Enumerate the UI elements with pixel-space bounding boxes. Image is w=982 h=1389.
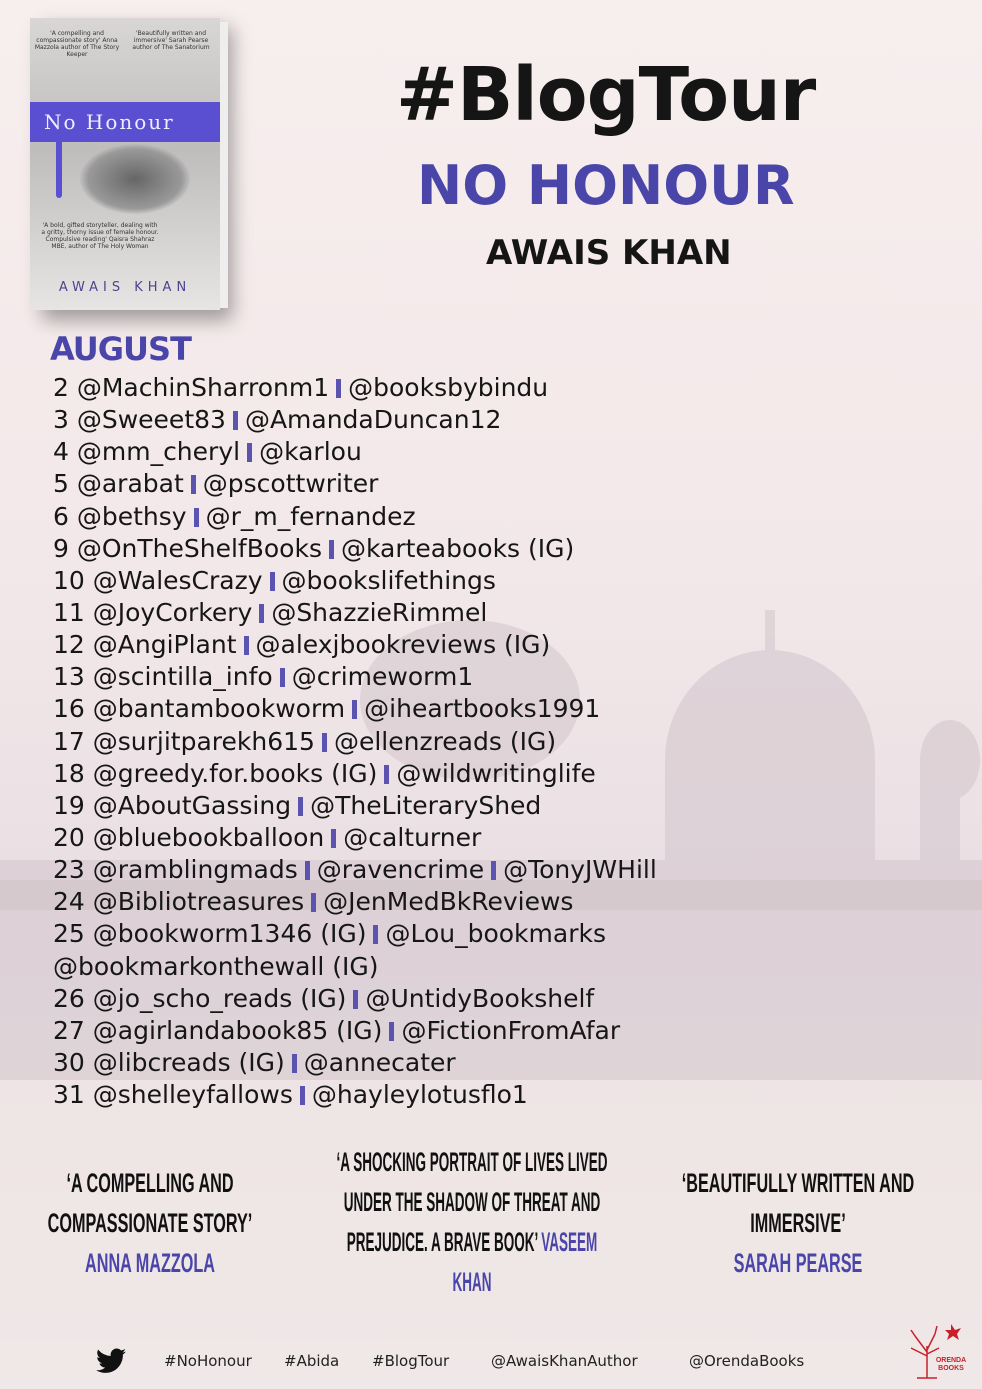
- blogger-handle: @scintilla_info: [92, 662, 273, 692]
- month-heading: AUGUST: [50, 330, 191, 368]
- day-number: 27: [53, 1015, 85, 1045]
- schedule-row: [53, 501, 657, 533]
- schedule-row: [53, 565, 657, 597]
- footer-tag[interactable]: #NoHonour: [164, 1352, 252, 1370]
- schedule-list: [53, 372, 657, 1111]
- day-number: 9: [53, 533, 69, 563]
- schedule-row: [53, 983, 657, 1015]
- day-number: 18: [53, 758, 85, 788]
- cover-quote-left: 'A compelling and compassionate story' Anna Mazzola author of The Story Keeper: [34, 30, 120, 58]
- blogger-handle: @ramblingmads: [92, 855, 298, 885]
- quote-anna-mazzola: [24, 1163, 276, 1283]
- paint-drip: [56, 138, 62, 198]
- schedule-row: [53, 468, 657, 500]
- separator-bar: [311, 893, 316, 912]
- quote-text: ‘A COMPELLING AND COMPASSIONATE STORY’: [47, 1168, 253, 1238]
- day-number: 26: [53, 983, 85, 1013]
- footer-tag[interactable]: #BlogTour: [372, 1352, 450, 1370]
- blogger-handle: @arabat: [76, 469, 184, 499]
- quote-text: ‘A SHOCKING PORTRAIT OF LIVES LIVED UNDER THE SHADOW OF THREAT AND PREJUDICE. A BRAVE BOOK’: [336, 1147, 608, 1257]
- blogger-handle: @surjitparekh615: [92, 726, 315, 756]
- separator-bar: [331, 829, 336, 848]
- schedule-row: [53, 1079, 657, 1111]
- blogger-handle: @JoyCorkery: [92, 597, 253, 627]
- separator-bar: [292, 1054, 297, 1073]
- blogger-handle: @r_m_fernandez: [205, 501, 416, 531]
- blogger-handle: @ravencrime: [316, 855, 485, 885]
- separator-bar: [300, 1086, 305, 1105]
- schedule-row: [53, 436, 657, 468]
- separator-bar: [298, 797, 303, 816]
- quote-author: VASEEM KHAN: [452, 1227, 598, 1297]
- day-number: 20: [53, 822, 85, 852]
- separator-bar: [194, 508, 199, 527]
- schedule-row: [53, 661, 657, 693]
- cover-author: AWAIS KHAN: [58, 280, 192, 295]
- quote-sarah-pearse: [672, 1163, 924, 1283]
- book-title: NO HONOUR: [417, 154, 795, 217]
- schedule-row: [53, 726, 657, 758]
- separator-bar: [389, 1022, 394, 1041]
- day-number: 30: [53, 1047, 85, 1077]
- schedule-row: [53, 533, 657, 565]
- schedule-row: [53, 629, 657, 661]
- schedule-row: [53, 1015, 657, 1047]
- quote-vaseem-khan: [332, 1142, 612, 1302]
- blogger-handle: @UntidyBookshelf: [365, 983, 595, 1013]
- blogger-handle: @bookslifethings: [281, 565, 496, 595]
- separator-bar: [336, 379, 341, 398]
- separator-bar: [491, 861, 496, 880]
- blogger-handle: @bluebookballoon: [92, 822, 325, 852]
- blogger-handle: @ShazzieRimmel: [271, 597, 488, 627]
- cover-portrait: [80, 144, 190, 214]
- blogger-handle: @bookworm1346 (IG): [92, 919, 367, 949]
- blogger-handle: @booksbybindu: [348, 373, 549, 402]
- blogger-handle: @Lou_bookmarks: [385, 919, 606, 949]
- separator-bar: [353, 990, 358, 1009]
- blog-tour-heading: #BlogTour: [396, 52, 816, 138]
- twitter-bird-icon: [96, 1348, 126, 1378]
- blogger-handle: @alexjbookreviews (IG): [255, 630, 551, 660]
- orenda-books-logo: [905, 1322, 969, 1380]
- day-number: 10: [53, 565, 85, 595]
- footer-tag[interactable]: @OrendaBooks: [689, 1352, 805, 1370]
- blogger-handle: @crimeworm1: [291, 662, 474, 692]
- separator-bar: [329, 540, 334, 559]
- blogger-handle: @annecater: [303, 1047, 456, 1077]
- day-number: 12: [53, 630, 85, 660]
- schedule-row: [53, 886, 657, 918]
- blogger-handle: @hayleylotusflo1: [311, 1080, 528, 1110]
- blogger-handle: @Sweeet83: [76, 405, 226, 435]
- blogger-handle: @pscottwriter: [202, 469, 379, 499]
- schedule-row: [53, 1047, 657, 1079]
- schedule-row: [53, 790, 657, 822]
- blogger-handle: @mm_cheryl: [76, 437, 241, 467]
- blogger-handle: @karteabooks (IG): [340, 533, 575, 563]
- schedule-row: [53, 822, 657, 854]
- author-name: AWAIS KHAN: [486, 233, 732, 273]
- book-cover: [30, 18, 220, 310]
- book-spine: [220, 22, 228, 308]
- schedule-row: [53, 854, 657, 886]
- cover-quote-right: 'Beautifully written and immersive' Sarah Pearse author of The Sanatorium: [132, 30, 210, 51]
- quote-text: ‘BEAUTIFULLY WRITTEN AND IMMERSIVE’: [681, 1168, 915, 1238]
- separator-bar: [191, 475, 196, 494]
- schedule-row: [53, 693, 657, 725]
- blogger-handle: @bethsy: [76, 501, 187, 531]
- quote-author: SARAH PEARSE: [733, 1248, 863, 1278]
- blogger-handle: @bookmarkonthewall (IG): [53, 951, 379, 981]
- day-number: 25: [53, 919, 85, 949]
- separator-bar: [247, 443, 252, 462]
- day-number: 24: [53, 887, 85, 917]
- blogger-handle: @JenMedBkReviews: [323, 887, 574, 917]
- day-number: 13: [53, 662, 85, 692]
- blogger-handle: @calturner: [343, 822, 482, 852]
- blogger-handle: @wildwritinglife: [396, 758, 596, 788]
- schedule-row: [53, 597, 657, 629]
- blogger-handle: @agirlandabook85 (IG): [92, 1015, 383, 1045]
- blogger-handle: @bantambookworm: [92, 694, 346, 724]
- schedule-row: [53, 951, 657, 983]
- day-number: 11: [53, 597, 85, 627]
- separator-bar: [280, 668, 285, 687]
- separator-bar: [305, 861, 310, 880]
- day-number: 31: [53, 1080, 85, 1110]
- day-number: 4: [53, 437, 69, 467]
- schedule-row: [53, 404, 657, 436]
- blogger-handle: @libcreads (IG): [92, 1047, 285, 1077]
- blogger-handle: @AngiPlant: [92, 630, 237, 660]
- blogger-handle: @jo_scho_reads (IG): [92, 983, 347, 1013]
- svg-text:BOOKS: BOOKS: [938, 1365, 964, 1372]
- day-number: 6: [53, 501, 69, 531]
- separator-bar: [270, 572, 275, 591]
- separator-bar: [384, 765, 389, 784]
- day-number: 19: [53, 790, 85, 820]
- cover-title: No Honour: [30, 102, 220, 142]
- blogger-handle: @AmandaDuncan12: [244, 405, 502, 435]
- day-number: 17: [53, 726, 85, 756]
- separator-bar: [373, 925, 378, 944]
- quote-author: ANNA MAZZOLA: [85, 1248, 215, 1278]
- separator-bar: [322, 733, 327, 752]
- day-number: 2: [53, 373, 69, 402]
- separator-bar: [259, 604, 264, 623]
- footer-tag[interactable]: #Abida: [284, 1352, 340, 1370]
- blogger-handle: @karlou: [259, 437, 362, 467]
- blogger-handle: @iheartbooks1991: [364, 694, 601, 724]
- schedule-row: [53, 758, 657, 790]
- footer-tag[interactable]: @AwaisKhanAuthor: [491, 1352, 638, 1370]
- day-number: 23: [53, 855, 85, 885]
- blogger-handle: @Bibliotreasures: [92, 887, 305, 917]
- blogger-handle: @MachinSharronm1: [76, 373, 330, 402]
- separator-bar: [244, 636, 249, 655]
- day-number: 16: [53, 694, 85, 724]
- blogger-handle: @AboutGassing: [92, 790, 292, 820]
- blogger-handle: @shelleyfallows: [92, 1080, 293, 1110]
- separator-bar: [352, 700, 357, 719]
- blogger-handle: @TheLiteraryShed: [310, 790, 542, 820]
- blogger-handle: @TonyJWHill: [503, 855, 657, 885]
- cover-quote-bottom: 'A bold, gifted storyteller, dealing with a gritty, thorny issue of female honour. Compulsive reading' Qaisra Shahraz MBE, author of The Holy Woman: [41, 222, 159, 250]
- blogger-handle: @FictionFromAfar: [401, 1015, 621, 1045]
- blogger-handle: @greedy.for.books (IG): [92, 758, 378, 788]
- blogger-handle: @WalesCrazy: [92, 565, 263, 595]
- blogger-handle: @OnTheShelfBooks: [76, 533, 322, 563]
- schedule-row: [53, 918, 657, 950]
- day-number: 5: [53, 469, 69, 499]
- day-number: 3: [53, 405, 69, 435]
- svg-text:ORENDA: ORENDA: [935, 1357, 967, 1364]
- schedule-row: [53, 372, 657, 404]
- blogger-handle: @ellenzreads (IG): [333, 726, 557, 756]
- separator-bar: [233, 411, 238, 430]
